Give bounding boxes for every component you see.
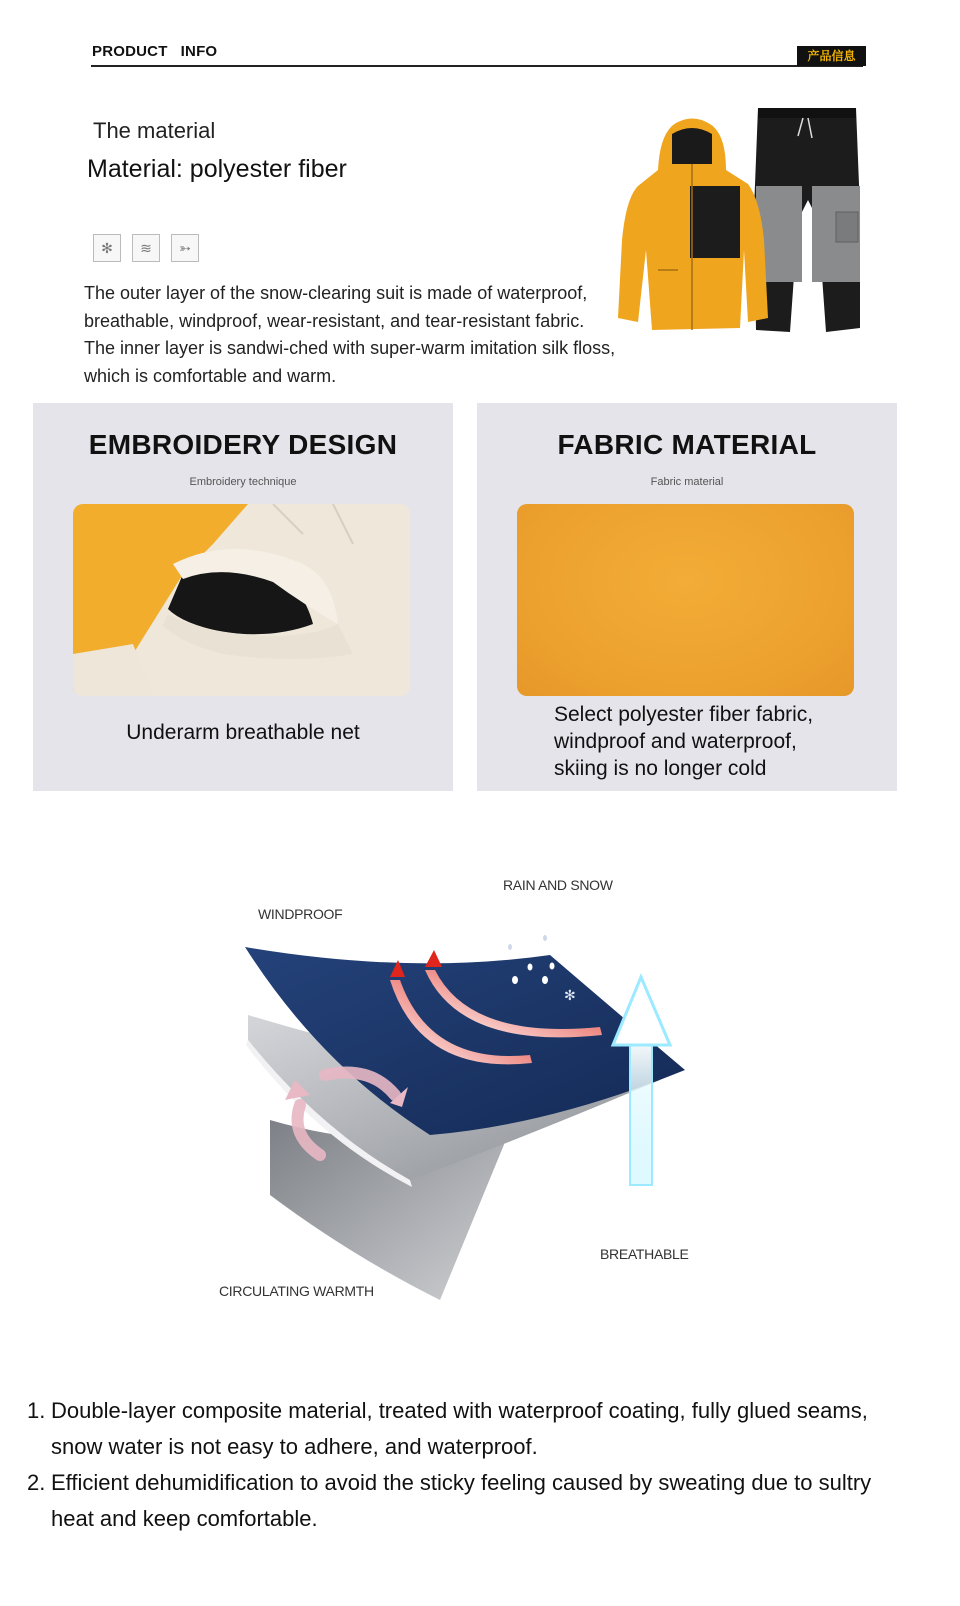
list-line: snow water is not easy to adhere, and waterproof. [51,1434,538,1459]
pants-illustration [754,108,860,332]
embroidery-panel [33,403,453,791]
header-divider [91,65,863,67]
section-badge: 产品信息 [797,46,866,66]
caption-line: Select polyester fiber fabric, [554,703,814,726]
fabric-layers-diagram [230,925,700,1305]
circulating-warmth-label: CIRCULATING WARMTH [219,1283,374,1299]
list-number: 2. [27,1470,46,1495]
product-image [598,100,868,345]
feature-list [27,1393,942,1537]
panel-caption [33,719,453,746]
list-line: Efficient dehumidification to avoid the sticky feeling caused by sweating due to sultry [51,1470,872,1495]
panel-caption [554,701,884,782]
list-item [27,1393,942,1465]
breathable-label: BREATHABLE [600,1246,689,1262]
description-line: The inner layer is sandwi-ched with super-warm imitation silk floss, [84,338,616,358]
material-subtitle: The material [93,118,216,143]
feather-icon: ➳ [171,234,199,262]
snowflake-icon: ✻ [93,234,121,262]
caption-line: windproof and waterproof, [554,730,797,753]
section-title: PRODUCT INFO [92,43,218,60]
jacket-illustration [618,118,768,330]
description-line: The outer layer of the snow-clearing suit is made of waterproof, [84,283,588,303]
panel-title: EMBROIDERY DESIGN [88,429,398,460]
fabric-panel [477,403,897,791]
list-item [27,1465,942,1537]
material-heading: Material: polyester fiber [87,155,347,183]
list-number: 1. [27,1398,46,1423]
windproof-label: WINDPROOF [258,906,343,922]
description-line: breathable, windproof, wear-resistant, and tear-resistant fabric. [84,310,585,331]
heat-waves-icon: ≋ [132,234,160,262]
fabric-swatch-image [517,504,854,696]
panel-subtitle: Fabric material [650,476,724,488]
underarm-net-image [73,504,410,696]
rain-snow-label: RAIN AND SNOW [503,877,613,893]
snowflake-icon: ✻ [564,988,576,1004]
caption-line: Underarm breathable net [126,721,360,744]
list-line: Double-layer composite material, treated with waterproof coating, fully glued seams, [51,1398,868,1423]
panel-subtitle: Embroidery technique [189,476,297,488]
material-description [84,280,644,390]
caption-line: skiing is no longer cold [554,757,767,780]
panel-title: FABRIC MATERIAL [557,429,817,460]
list-line: heat and keep comfortable. [51,1506,318,1531]
description-line: which is comfortable and warm. [84,365,337,386]
